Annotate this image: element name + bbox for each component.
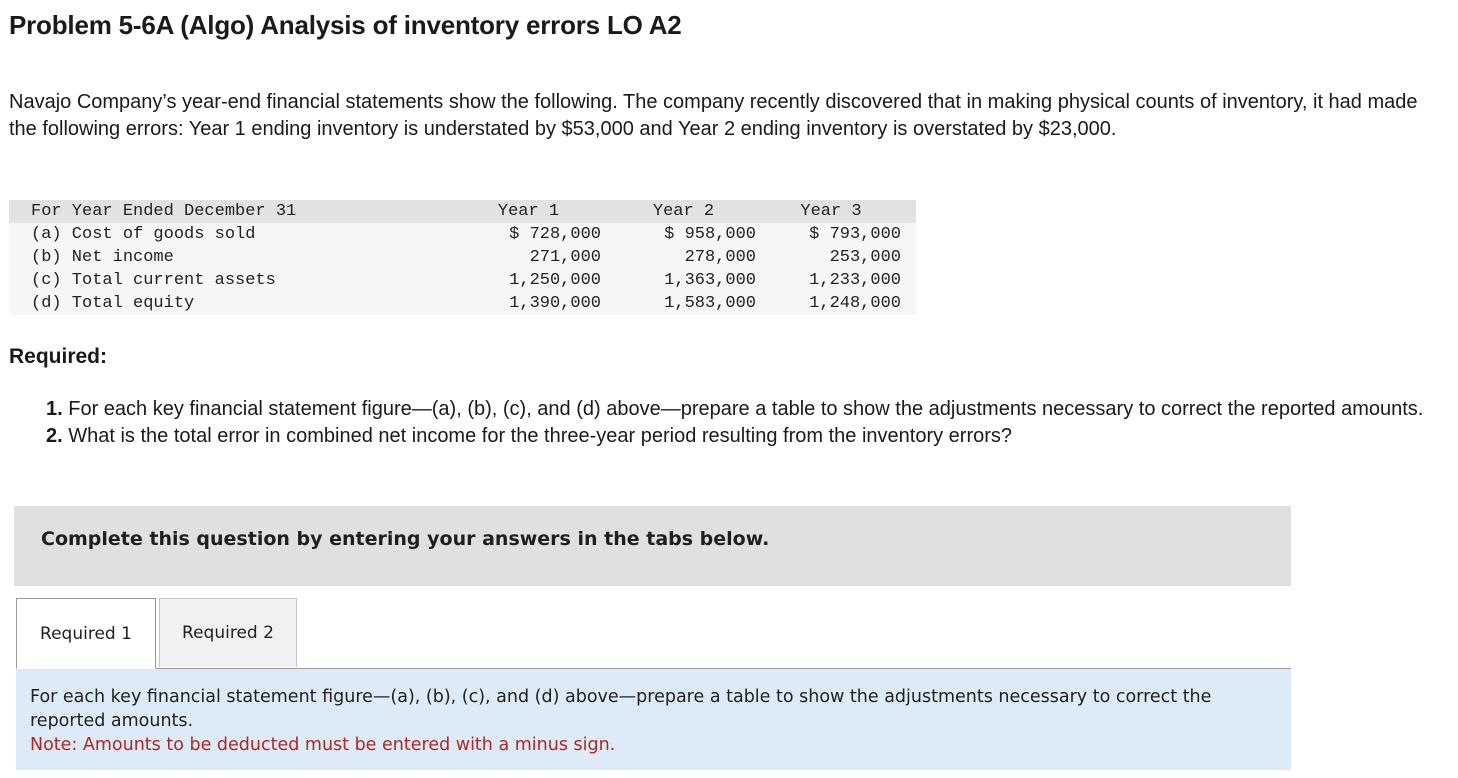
- financial-data-table: [9, 200, 916, 315]
- cell-year-1: 1,390,000: [509, 294, 601, 313]
- cell-year-3: 253,000: [829, 248, 901, 267]
- header-year-2: Year 2: [601, 200, 756, 223]
- page-title: Problem 5-6A (Algo) Analysis of inventory errors LO A2: [9, 10, 682, 40]
- table-header-row: [9, 200, 916, 223]
- required-item-2: [46, 423, 1426, 450]
- row-label: (a) Cost of goods sold: [31, 225, 256, 244]
- table-row: [9, 269, 916, 292]
- tab-required-1[interactable]: Required 1: [16, 598, 156, 669]
- cell-year-3: 1,233,000: [809, 271, 901, 290]
- required-item-number: 2.: [46, 425, 63, 447]
- problem-intro: Navajo Company’s year-end financial statements show the following. The company recently discovered that in making physical counts of inventory, it had made the following errors: Year 1 ending inventory is understated by $53,000 and Year 2 ending inventory is overstated by $23,000.: [9, 91, 1418, 140]
- row-label: (d) Total equity: [31, 294, 195, 313]
- cell-year-2: 278,000: [684, 248, 756, 267]
- panel-instructions: For each key financial statement figure—(a), (b), (c), and (d) above—prepare a table to show the adjustments necessary to correct the reported amounts.: [30, 687, 1212, 731]
- required-item-text: For each key financial statement figure—(a), (b), (c), and (d) above—prepare a table to show the adjustments necessary to correct the reported amounts.: [68, 398, 1424, 420]
- row-label: (b) Net income: [31, 248, 174, 267]
- instruction-banner-text: Complete this question by entering your answers in the tabs below.: [41, 528, 770, 550]
- required-item-text: What is the total error in combined net income for the three-year period resulting from the inventory errors?: [68, 425, 1013, 447]
- tab-required-2[interactable]: Required 2: [159, 598, 297, 667]
- header-year-3: Year 3: [756, 200, 916, 223]
- required-item-1: [46, 396, 1426, 423]
- row-label: (c) Total current assets: [31, 271, 276, 290]
- instruction-banner: [14, 506, 1291, 586]
- table-row: [9, 292, 916, 315]
- cell-year-1: $ 728,000: [509, 225, 601, 244]
- header-period-label: For Year Ended December 31: [9, 200, 426, 223]
- required-list: [46, 396, 1426, 450]
- header-year-1: Year 1: [426, 200, 601, 223]
- cell-year-2: $ 958,000: [664, 225, 756, 244]
- cell-year-1: 1,250,000: [509, 271, 601, 290]
- cell-year-2: 1,363,000: [664, 271, 756, 290]
- cell-year-1: 271,000: [529, 248, 601, 267]
- panel-note: Note: Amounts to be deducted must be entered with a minus sign.: [30, 735, 616, 755]
- table-row: [9, 246, 916, 269]
- cell-year-3: $ 793,000: [809, 225, 901, 244]
- answer-tabs: [16, 598, 1291, 669]
- cell-year-2: 1,583,000: [664, 294, 756, 313]
- cell-year-3: 1,248,000: [809, 294, 901, 313]
- tab-panel-required-1: [16, 669, 1291, 770]
- required-item-number: 1.: [46, 398, 63, 420]
- required-heading: Required:: [9, 345, 108, 368]
- table-row: [9, 223, 916, 246]
